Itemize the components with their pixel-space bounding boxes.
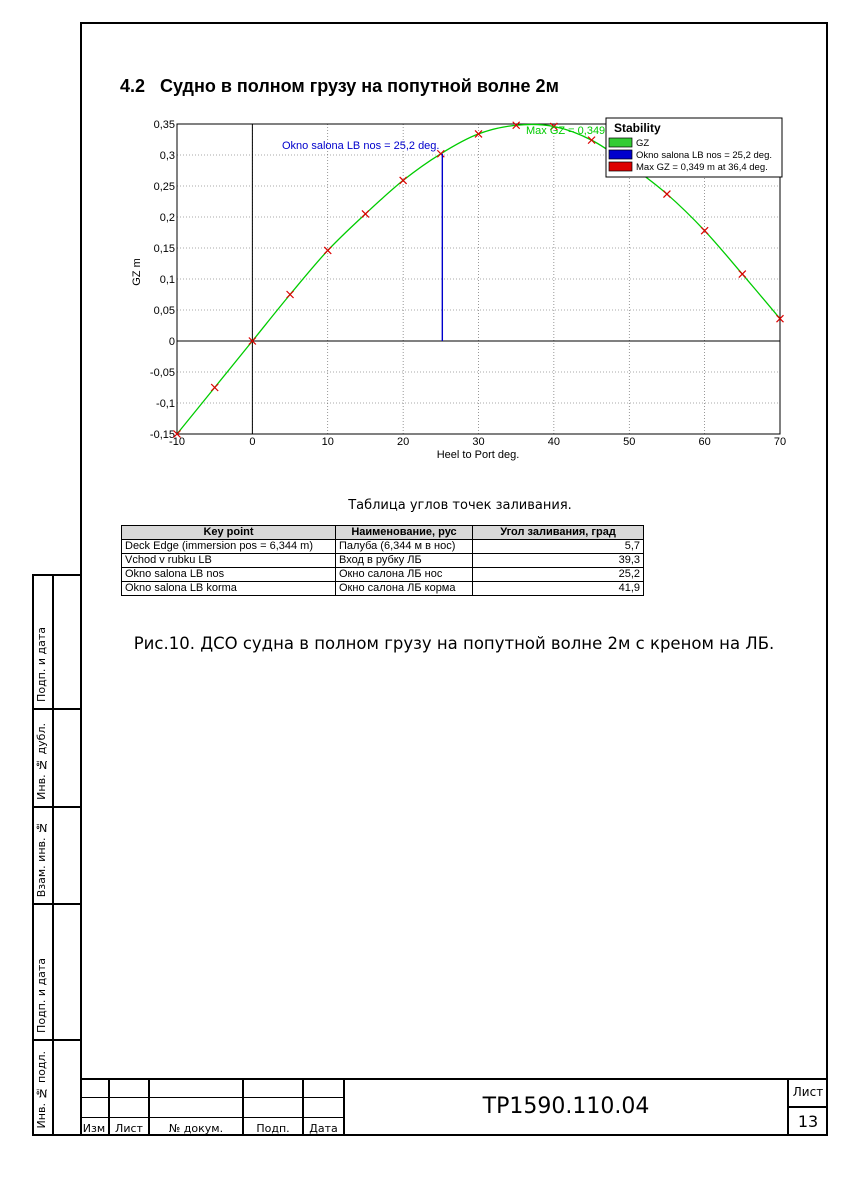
gz-marker <box>739 271 746 278</box>
y-tick-label: 0 <box>168 336 175 348</box>
y-tick-label: 0,25 <box>153 181 175 193</box>
y-tick-label: -0,05 <box>149 367 175 379</box>
table-cell: Вход в рубку ЛБ <box>336 554 473 568</box>
table-header: Key point <box>122 526 336 540</box>
side-stamp <box>32 574 82 1136</box>
side-stamp-row <box>34 710 80 808</box>
gz-marker <box>663 191 670 198</box>
side-stamp-label: Инв. № подл. <box>35 1050 48 1128</box>
x-tick-label: 40 <box>547 436 560 448</box>
y-tick-label: 0,35 <box>153 119 175 131</box>
y-tick-label: 0,2 <box>159 212 175 224</box>
table-cell: 25,2 <box>473 568 644 582</box>
x-tick-label: 10 <box>321 436 334 448</box>
table-row <box>122 568 644 582</box>
table-header-row <box>122 526 644 540</box>
gz-marker <box>211 384 218 391</box>
section-number: 4.2 <box>120 76 146 96</box>
y-tick-label: -0,1 <box>156 398 175 410</box>
table-cell: Палуба (6,344 м в нос) <box>336 540 473 554</box>
legend-swatch <box>609 162 632 171</box>
side-stamp-row <box>34 576 80 710</box>
chart-legend <box>606 118 782 177</box>
table-cell: Okno salona LB korma <box>122 582 336 596</box>
max-gz-label: Max GZ = 0,349 <box>526 125 606 137</box>
title-block-label: Подп. <box>256 1122 290 1135</box>
table-header: Наименование, рус <box>336 526 473 540</box>
table-cell: Deck Edge (immersion pos = 6,344 m) <box>122 540 336 554</box>
flooding-angle-label: Okno salona LB nos = 25,2 deg. <box>282 140 440 152</box>
table-cell: 5,7 <box>473 540 644 554</box>
y-tick-label: 0,15 <box>153 243 175 255</box>
table-cell: Окно салона ЛБ нос <box>336 568 473 582</box>
y-tick-label: 0,3 <box>159 150 175 162</box>
table-cell: Okno salona LB nos <box>122 568 336 582</box>
gz-marker <box>400 177 407 184</box>
table-caption: Таблица углов точек заливания. <box>348 498 572 513</box>
side-stamp-row <box>34 1041 80 1134</box>
x-tick-label: 0 <box>249 436 256 448</box>
title-block-label: Дата <box>309 1122 338 1135</box>
legend-swatch <box>609 150 632 159</box>
title-block-label: Лист <box>115 1122 143 1135</box>
side-stamp-row <box>34 808 80 905</box>
gz-marker <box>588 137 595 144</box>
x-tick-label: 60 <box>698 436 711 448</box>
section-title: Судно в полном грузу на попутной волне 2м <box>160 76 559 96</box>
x-axis-label: Heel to Port deg. <box>436 449 520 461</box>
legend-item-label: Max GZ = 0,349 m at 36,4 deg. <box>636 162 768 173</box>
x-tick-label: 50 <box>623 436 636 448</box>
table-cell: 39,3 <box>473 554 644 568</box>
figure-caption: Рис.10. ДСО судна в полном грузу на попутной волне 2м с креном на ЛБ. <box>133 634 775 653</box>
table-cell: 41,9 <box>473 582 644 596</box>
legend-swatch <box>609 138 632 147</box>
table-cell: Vchod v rubku LB <box>122 554 336 568</box>
title-block-label: Изм <box>82 1122 106 1135</box>
x-tick-label: 70 <box>773 436 787 448</box>
legend-item-label: Okno salona LB nos = 25,2 deg. <box>636 150 773 161</box>
stability-chart <box>0 0 848 470</box>
sheet-label: Лист <box>792 1085 824 1099</box>
gz-marker <box>287 291 294 298</box>
x-tick-label: 20 <box>397 436 410 448</box>
document-code: ТР1590.110.04 <box>482 1094 650 1119</box>
chart-annotations <box>282 125 605 341</box>
legend-title: Stability <box>614 121 661 135</box>
x-tick-label: -10 <box>169 436 185 448</box>
x-tick-label: 30 <box>472 436 485 448</box>
table-header: Угол заливания, град <box>473 526 644 540</box>
y-axis-label: GZ m <box>131 258 143 286</box>
side-stamp-label: Подп. и дата <box>35 958 48 1033</box>
gz-marker <box>701 227 708 234</box>
legend-item-label: GZ <box>636 138 650 149</box>
table-row <box>122 540 644 554</box>
y-tick-label: -0,15 <box>149 429 175 441</box>
table-row <box>122 554 644 568</box>
y-tick-label: 0,1 <box>159 274 175 286</box>
table-row <box>122 582 644 596</box>
side-stamp-label: Инв. № дубл. <box>35 723 48 800</box>
title-block-label: № докум. <box>168 1122 224 1135</box>
y-tick-label: 0,05 <box>153 305 175 317</box>
side-stamp-label: Взам. инв. № <box>35 820 48 897</box>
sheet-number: 13 <box>797 1112 819 1131</box>
side-stamp-label: Подп. и дата <box>35 627 48 702</box>
table-cell: Окно салона ЛБ корма <box>336 582 473 596</box>
side-stamp-row <box>34 905 80 1041</box>
gz-marker <box>362 210 369 217</box>
key-points-table <box>121 525 644 596</box>
